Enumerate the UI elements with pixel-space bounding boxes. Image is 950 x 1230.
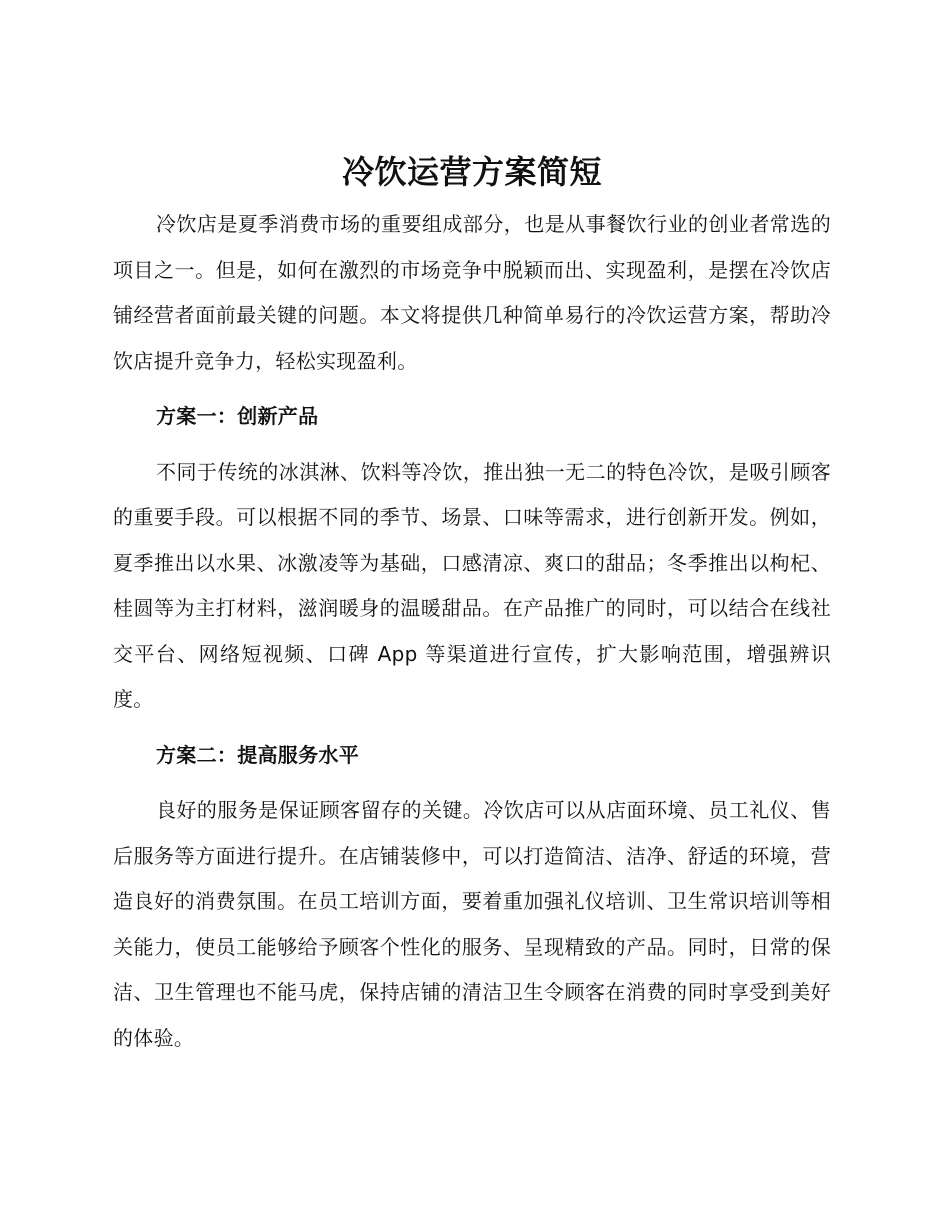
spacer (113, 723, 831, 733)
document-title: 冷饮运营方案简短 (341, 153, 602, 191)
spacer (113, 778, 831, 788)
spacer (113, 440, 831, 450)
spacer (113, 384, 831, 394)
document-page (113, 148, 831, 1061)
section-1-body: 不同于传统的冰淇淋、饮料等冷饮，推出独一无二的特色冷饮，是吸引顾客的重要手段。可以根据不同的季节、场景、口味等需求，进行创新开发。例如，夏季推出以水果、冰激凌等为基础，口感清凉、爽口的甜品；冬季推出以枸杞、桂圆等为主打材料，滋润暖身的温暖甜品。在产品推广的同时，可以结合在线社交平台、网络短视频、口碑 App 等渠道进行宣传，扩大影响范围，增强辨识度。 (113, 459, 831, 711)
section-1-heading: 方案一：创新产品 (156, 404, 319, 428)
section-2-heading: 方案二：提高服务水平 (156, 742, 359, 767)
intro-paragraph: 冷饮店是夏季消费市场的重要组成部分，也是从事餐饮行业的创业者常选的项目之一。但是，如何在激烈的市场竞争中脱颖而出、实现盈利，是摆在冷饮店铺经营者面前最关键的问题。本文将提供几种简单易行的冷饮运营方案，帮助冷饮店提升竞争力，轻松实现盈利。 (113, 212, 831, 373)
section-2-body: 良好的服务是保证顾客留存的关键。冷饮店可以从店面环境、员工礼仪、售后服务等方面进行提升。在店铺装修中，可以打造简洁、洁净、舒适的环境，营造良好的消费氛围。在员工培训方面，要着重加强礼仪培训、卫生常识培训等相关能力，使员工能够给予顾客个性化的服务、呈现精致的产品。同时，日常的保洁、卫生管理也不能马虎，保持店铺的清洁卫生令顾客在消费的同时享受到美好的体验。 (113, 798, 831, 1050)
